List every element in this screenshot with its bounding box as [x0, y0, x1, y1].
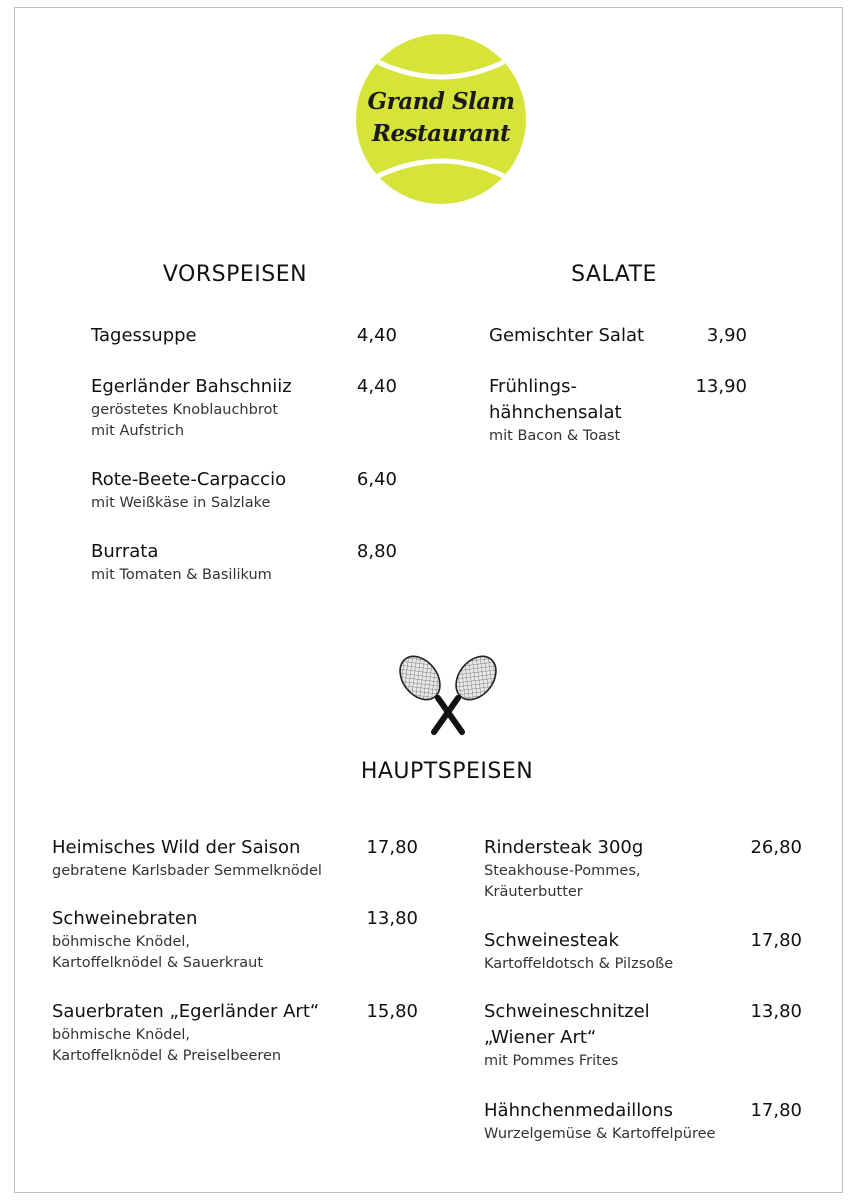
item-description: Kartoffelknödel & Sauerkraut — [52, 955, 264, 971]
item-name: Frühlings- — [489, 376, 577, 397]
item-name: Schweinesteak — [484, 930, 619, 951]
item-name: Egerländer Bahschniiz — [91, 376, 292, 397]
item-price: 17,80 — [750, 930, 802, 951]
menu-item — [91, 374, 397, 442]
item-name: Schweineschnitzel — [484, 1001, 650, 1022]
item-price: 13,80 — [750, 1001, 802, 1022]
item-name: Schweinebraten — [52, 908, 198, 929]
menu-item — [484, 999, 802, 1072]
section-heading-salate: SALATE — [571, 262, 657, 287]
item-name: Hähnchenmedaillons — [484, 1100, 674, 1121]
item-description: Wurzelgemüse & Kartoffelpüree — [484, 1126, 716, 1142]
item-name: Rindersteak 300g — [484, 837, 644, 858]
menu-item — [484, 835, 802, 903]
item-name: „Wiener Art“ — [484, 1027, 597, 1048]
crossed-tennis-rackets-icon — [392, 652, 504, 736]
item-price: 4,40 — [356, 376, 397, 397]
menu-item — [52, 835, 418, 882]
menu-item — [52, 999, 418, 1067]
item-name: Gemischter Salat — [489, 325, 645, 346]
menu-item — [489, 374, 747, 447]
item-price: 13,90 — [695, 376, 747, 397]
menu-item — [484, 928, 802, 975]
menu-item — [52, 906, 418, 974]
logo-line-1: Grand Slam — [367, 88, 515, 115]
section-heading-hauptspeisen: HAUPTSPEISEN — [360, 759, 534, 784]
menu-item — [91, 539, 397, 586]
item-price: 13,80 — [366, 908, 418, 929]
menu-item — [484, 1098, 802, 1145]
item-description: Steakhouse-Pommes, — [484, 863, 641, 879]
menu-item — [91, 467, 397, 514]
item-name: Rote-Beete-Carpaccio — [91, 469, 287, 490]
item-description: böhmische Knödel, — [52, 1027, 190, 1043]
item-description: mit Bacon & Toast — [489, 428, 621, 444]
menu-item — [91, 323, 397, 349]
item-description: mit Weißkäse in Salzlake — [91, 495, 271, 511]
item-description: geröstetes Knoblauchbrot — [91, 402, 279, 418]
item-name: Sauerbraten „Egerländer Art“ — [52, 1001, 320, 1022]
item-price: 15,80 — [366, 1001, 418, 1022]
logo-line-2: Restaurant — [371, 120, 511, 147]
item-price: 3,90 — [706, 325, 747, 346]
tennis-ball-logo-icon — [356, 34, 526, 204]
item-description: Kartoffeldotsch & Pilzsoße — [484, 956, 674, 972]
item-price: 26,80 — [750, 837, 802, 858]
item-price: 4,40 — [356, 325, 397, 346]
menu-item — [489, 323, 747, 349]
item-price: 17,80 — [750, 1100, 802, 1121]
item-name: Heimisches Wild der Saison — [52, 837, 301, 858]
item-description: böhmische Knödel, — [52, 934, 190, 950]
item-price: 17,80 — [366, 837, 418, 858]
item-price: 8,80 — [356, 541, 397, 562]
item-name: hähnchensalat — [489, 402, 622, 423]
item-description: mit Tomaten & Basilikum — [91, 567, 272, 583]
item-name: Tagessuppe — [91, 325, 197, 346]
section-heading-vorspeisen: VORSPEISEN — [162, 262, 308, 287]
item-description: mit Aufstrich — [91, 423, 185, 439]
item-description: gebratene Karlsbader Semmelknödel — [52, 863, 322, 879]
item-description: Kräuterbutter — [484, 884, 583, 900]
item-name: Burrata — [91, 541, 159, 562]
item-description: Kartoffelknödel & Preiselbeeren — [52, 1048, 282, 1064]
item-description: mit Pommes Frites — [484, 1053, 619, 1069]
item-price: 6,40 — [356, 469, 397, 490]
